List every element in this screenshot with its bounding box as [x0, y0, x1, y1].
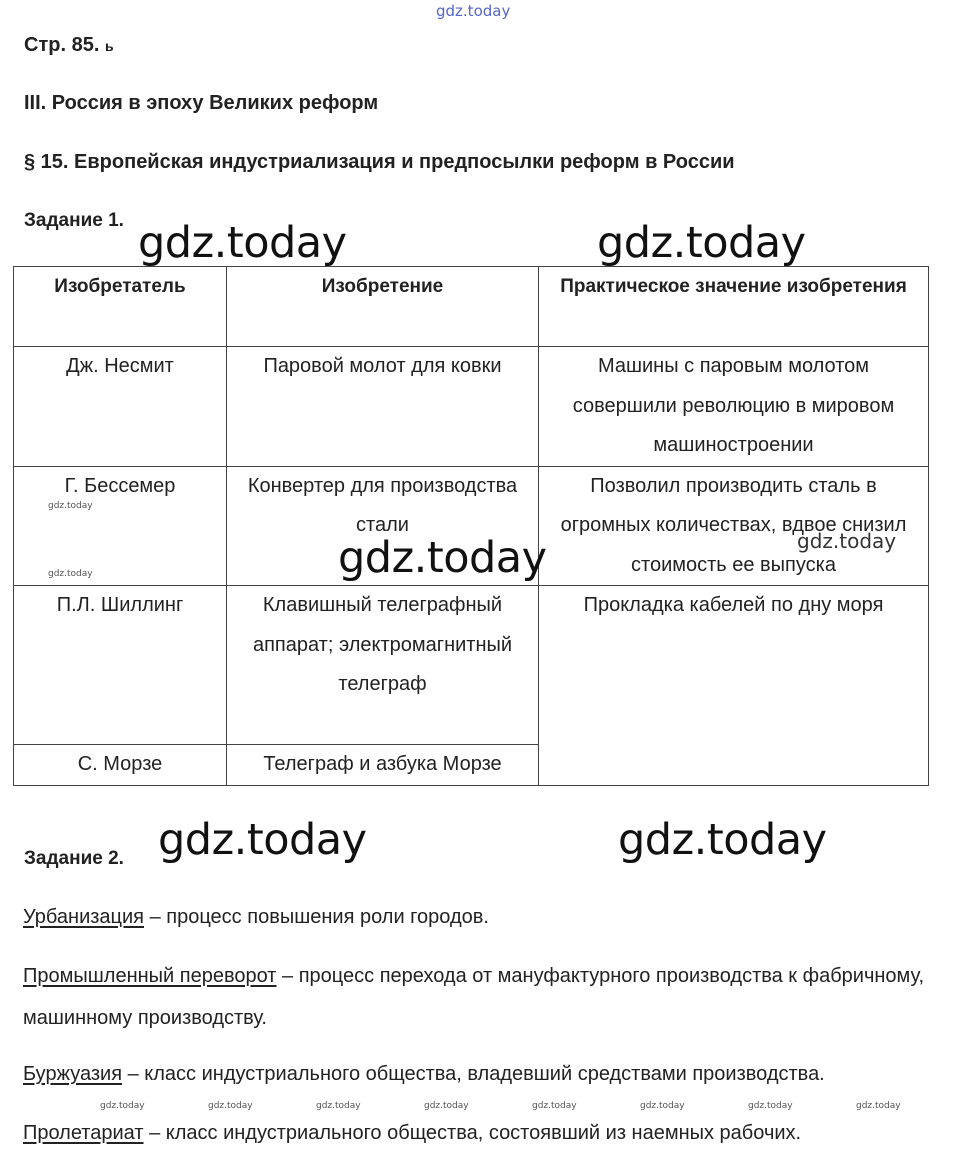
cell-significance: Машины с паровым молотом совершили революцию в мировом машиностроении	[539, 347, 929, 467]
cell-significance: Прокладка кабелей по дну моря	[539, 586, 929, 786]
definition-item	[23, 1053, 948, 1095]
definition-term: Пролетариат	[23, 1122, 144, 1144]
watermark: gdz.today	[618, 815, 827, 865]
page-reference-text: Стр. 85.	[24, 34, 100, 56]
definition-item	[23, 896, 948, 938]
cell-inventor: Г. Бессемер	[14, 466, 227, 586]
watermark-top: gdz.today	[436, 2, 511, 20]
watermark-small: gdz.today	[48, 501, 93, 511]
watermark-small: gdz.today	[208, 1101, 253, 1111]
definition-text: – класс индустриального общества, состоявший из наемных рабочих.	[143, 1122, 802, 1144]
cell-invention: Телеграф и азбука Морзе	[227, 745, 539, 786]
table-header-row	[14, 267, 929, 347]
watermark-small: gdz.today	[316, 1101, 361, 1111]
table-row	[14, 586, 929, 745]
watermark: gdz.today	[797, 529, 897, 553]
watermark-small: gdz.today	[100, 1101, 145, 1111]
task1-label: Задание 1.	[24, 210, 124, 231]
cell-invention: Клавишный телеграфный аппарат; электромагнитный телеграф	[227, 586, 539, 745]
cell-inventor: Дж. Несмит	[14, 347, 227, 467]
header-significance: Практическое значение изобретения	[539, 267, 929, 347]
watermark-small: gdz.today	[748, 1101, 793, 1111]
watermark-small: gdz.today	[640, 1101, 685, 1111]
chapter-title: III. Россия в эпоху Великих реформ	[24, 92, 379, 114]
definition-text: – процесс повышения роли городов.	[144, 906, 489, 928]
cell-inventor: С. Морзе	[14, 745, 227, 786]
page-reference	[24, 34, 114, 57]
definition-text: – процесс перехода от мануфактурного производства к фабричному, машинному производству.	[23, 965, 925, 1029]
definition-term: Промышленный переворот	[23, 965, 277, 987]
watermark-small: gdz.today	[424, 1101, 469, 1111]
watermark-small: gdz.today	[856, 1101, 901, 1111]
cell-invention: Паровой молот для ковки	[227, 347, 539, 467]
header-invention: Изобретение	[227, 267, 539, 347]
task2-label: Задание 2.	[24, 848, 124, 869]
header-inventor: Изобретатель	[14, 267, 227, 347]
cell-invention: Конвертер для производства стали	[227, 466, 539, 586]
watermark: gdz.today	[597, 218, 806, 268]
cell-inventor: П.Л. Шиллинг	[14, 586, 227, 745]
watermark: gdz.today	[158, 815, 367, 865]
definition-item	[23, 1112, 948, 1154]
inventions-table	[13, 266, 929, 786]
watermark: gdz.today	[338, 533, 547, 583]
watermark: gdz.today	[138, 218, 347, 268]
cell-significance: Позволил производить сталь в огромных количествах, вдвое снизил стоимость ее выпуска	[539, 466, 929, 586]
definition-term: Буржуазия	[23, 1063, 123, 1085]
table-row	[14, 347, 929, 467]
watermark-small: gdz.today	[532, 1101, 577, 1111]
definition-text: – класс индустриального общества, владевший средствами производства.	[122, 1063, 825, 1085]
section-title: § 15. Европейская индустриализация и предпосылки реформ в России	[24, 151, 735, 173]
definition-term: Урбанизация	[23, 906, 145, 928]
watermark-small: gdz.today	[48, 569, 93, 579]
page-reference-glyph: ь	[104, 38, 114, 54]
definition-item	[23, 955, 948, 1039]
